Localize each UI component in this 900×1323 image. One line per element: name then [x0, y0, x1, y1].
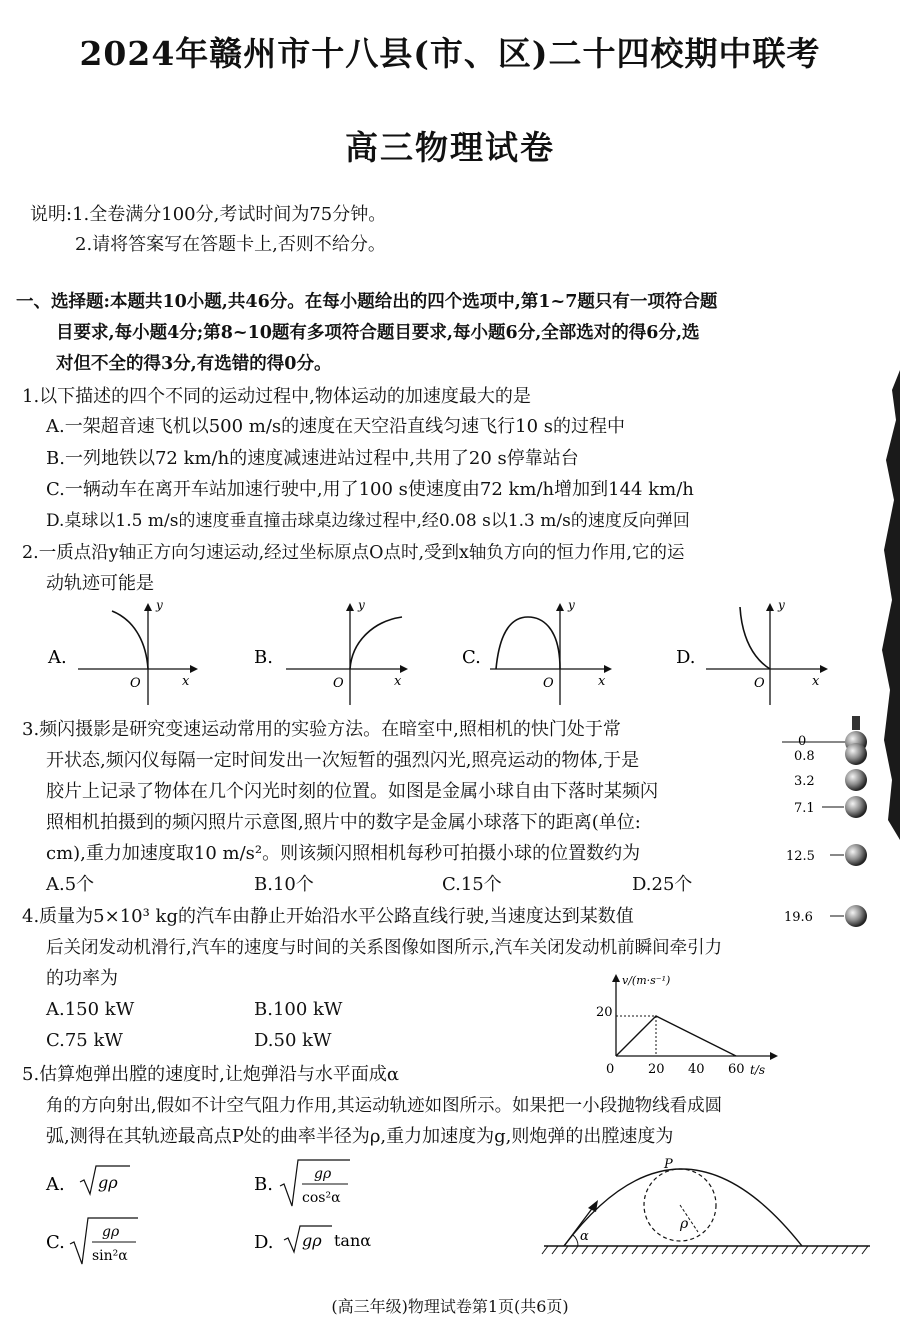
svg-text:gρ: gρ — [102, 1224, 120, 1240]
distance-label: 12.5 — [786, 849, 815, 864]
q5-stem-line-2: 角的方向射出,假如不计空气阻力作用,其运动轨迹如图所示。如果把一小段抛物线看成圆 — [46, 1096, 723, 1116]
q4-option-a: A.150 kW — [46, 999, 135, 1020]
q2-stem-line-2: 动轨迹可能是 — [46, 573, 154, 594]
svg-text:gρ: gρ — [314, 1166, 332, 1182]
exam-title: 2024年赣州市十八县(市、区)二十四校期中联考 — [79, 34, 821, 73]
distance-label: 3.2 — [794, 774, 815, 789]
q2-graph-c — [462, 598, 612, 705]
q5-p-label: P — [664, 1157, 673, 1172]
svg-text:O: O — [130, 676, 141, 691]
q4-ytick: 20 — [596, 1005, 613, 1020]
section1-line-3: 对但不全的得3分,有选错的得0分。 — [56, 354, 332, 374]
section1-line-2: 目要求,每小题4分;第8~10题有多项符合题目要求,每小题6分,全部选对的得6分,选 — [56, 323, 700, 343]
x-tick-label: 0 — [606, 1062, 615, 1077]
q3-stem-line-5: cm),重力加速度取10 m/s²。则该频闪照相机每秒可拍摄小球的位置数约为 — [46, 843, 641, 864]
q2-label-d: D. — [676, 647, 696, 668]
q5-stem-line-1: 5.估算炮弹出膛的速度时,让炮弹沿与水平面成α — [22, 1064, 400, 1085]
q1-option-b: B.一列地铁以72 km/h的速度减速进站过程中,共用了20 s停靠站台 — [46, 448, 579, 469]
ball-position — [845, 769, 867, 791]
q5-alpha-label: α — [580, 1229, 589, 1244]
svg-text:O: O — [543, 676, 554, 691]
note-line-2: 2.请将答案写在答题卡上,否则不给分。 — [75, 234, 386, 255]
q5-option-d — [254, 1226, 371, 1253]
q4-velocity-line — [616, 1016, 736, 1056]
q3-stem-line-3: 胶片上记录了物体在几个闪光时刻的位置。如图是金属小球自由下落时某频闪 — [46, 781, 658, 802]
page-footer: (高三年级)物理试卷第1页(共6页) — [331, 1297, 569, 1316]
x-tick-label: 20 — [648, 1062, 665, 1077]
q2-label-a: A. — [48, 647, 67, 668]
q2-graph-b — [254, 598, 408, 705]
q1-option-d: D.桌球以1.5 m/s的速度垂直撞击球桌边缘过程中,经0.08 s以1.3 m/s的速度反向弹回 — [46, 511, 690, 531]
svg-text:A.: A. — [46, 1174, 65, 1195]
q2-graph-d — [676, 598, 828, 705]
svg-text:x: x — [812, 674, 820, 689]
distance-label: 0.8 — [794, 749, 815, 764]
q1-option-c: C.一辆动车在离开车站加速行驶中,用了100 s使速度由72 km/h增加到144 km/h — [46, 479, 694, 500]
x-tick-label: 60 — [728, 1062, 745, 1077]
q5-option-c — [46, 1218, 138, 1264]
q5-stem-line-3: 弧,测得在其轨迹最高点P处的曲率半径为ρ,重力加速度为g,则炮弹的出膛速度为 — [46, 1126, 674, 1147]
distance-label: 19.6 — [784, 910, 813, 925]
q4-ylabel: v/(m·s⁻¹) — [622, 974, 671, 987]
svg-text:x: x — [598, 674, 606, 689]
q3-option-a: A.5个 — [46, 874, 95, 895]
svg-text:gρ: gρ — [302, 1231, 322, 1250]
q2-label-c: C. — [462, 647, 481, 668]
q3-stem-line-2: 开状态,频闪仪每隔一定时间发出一次短暂的强烈闪光,照亮运动的物体,于是 — [46, 750, 640, 771]
distance-label: 7.1 — [794, 801, 815, 816]
ball-position — [845, 844, 867, 866]
torn-edge-shadow — [878, 370, 900, 840]
q3-option-d: D.25个 — [632, 874, 693, 895]
svg-text:x: x — [182, 674, 190, 689]
svg-text:x: x — [394, 674, 402, 689]
ball-position — [845, 796, 867, 818]
svg-text:cos²α: cos²α — [302, 1190, 341, 1206]
q4-velocity-time-graph — [590, 968, 790, 1080]
svg-text:y: y — [156, 598, 163, 612]
ball-position — [845, 905, 867, 927]
note-line-1: 说明:1.全卷满分100分,考试时间为75分钟。 — [30, 204, 387, 225]
q3-option-b: B.10个 — [254, 874, 314, 895]
svg-text:D.: D. — [254, 1232, 274, 1253]
q2-stem-line-1: 2.一质点沿y轴正方向匀速运动,经过坐标原点O点时,受到x轴负方向的恒力作用,它的运 — [22, 543, 685, 563]
q5-option-b — [254, 1160, 350, 1206]
section1-line-1: 一、选择题:本题共10小题,共46分。在每小题给出的四个选项中,第1~7题只有一项符合题 — [16, 292, 718, 312]
q3-stem-line-4: 照相机拍摄到的频闪照片示意图,照片中的数字是金属小球落下的距离(单位: — [46, 812, 641, 833]
x-tick-label: 40 — [688, 1062, 705, 1077]
q2-graph-a — [47, 598, 198, 705]
q1-option-a: A.一架超音速飞机以500 m/s的速度在天空沿直线匀速飞行10 s的过程中 — [46, 416, 626, 437]
svg-text:y: y — [358, 598, 365, 612]
svg-text:y: y — [778, 598, 785, 612]
exam-subtitle: 高三物理试卷 — [345, 128, 555, 167]
q3-option-c: C.15个 — [442, 874, 502, 895]
ball-position — [845, 743, 867, 765]
q4-stem-line-1: 4.质量为5×10³ kg的汽车由静止开始沿水平公路直线行驶,当速度达到某数值 — [22, 906, 634, 927]
q1-stem: 1.以下描述的四个不同的运动过程中,物体运动的加速度最大的是 — [22, 386, 531, 407]
svg-text:y: y — [568, 598, 575, 612]
q4-stem-line-3: 的功率为 — [46, 968, 118, 989]
q3-stem-line-1: 3.频闪摄影是研究变速运动常用的实验方法。在暗室中,照相机的快门处于常 — [22, 719, 621, 740]
q5-rho-label: ρ — [680, 1216, 689, 1232]
q3-flash-photo — [780, 712, 880, 936]
q5-options — [40, 1156, 500, 1276]
q2-trajectory-graphs — [0, 595, 900, 710]
q4-option-b: B.100 kW — [254, 999, 343, 1020]
q2-label-b: B. — [254, 647, 273, 668]
q4-stem-line-2: 后关闭发动机滑行,汽车的速度与时间的关系图像如图所示,汽车关闭发动机前瞬间牵引力 — [46, 938, 723, 958]
svg-text:B.: B. — [254, 1174, 273, 1195]
distance-label: 0 — [798, 734, 807, 749]
svg-text:O: O — [333, 676, 344, 691]
svg-text:sin²α: sin²α — [92, 1248, 128, 1264]
q4-xlabel: t/s — [750, 1063, 766, 1077]
q4-option-d: D.50 kW — [254, 1030, 332, 1051]
q4-option-c: C.75 kW — [46, 1030, 123, 1051]
svg-text:O: O — [754, 676, 765, 691]
svg-text:gρ: gρ — [98, 1173, 118, 1192]
q5-trajectory-figure — [540, 1150, 880, 1260]
q5-option-a — [45, 1166, 130, 1195]
svg-text:C.: C. — [46, 1232, 65, 1253]
svg-text:tanα: tanα — [334, 1231, 372, 1250]
